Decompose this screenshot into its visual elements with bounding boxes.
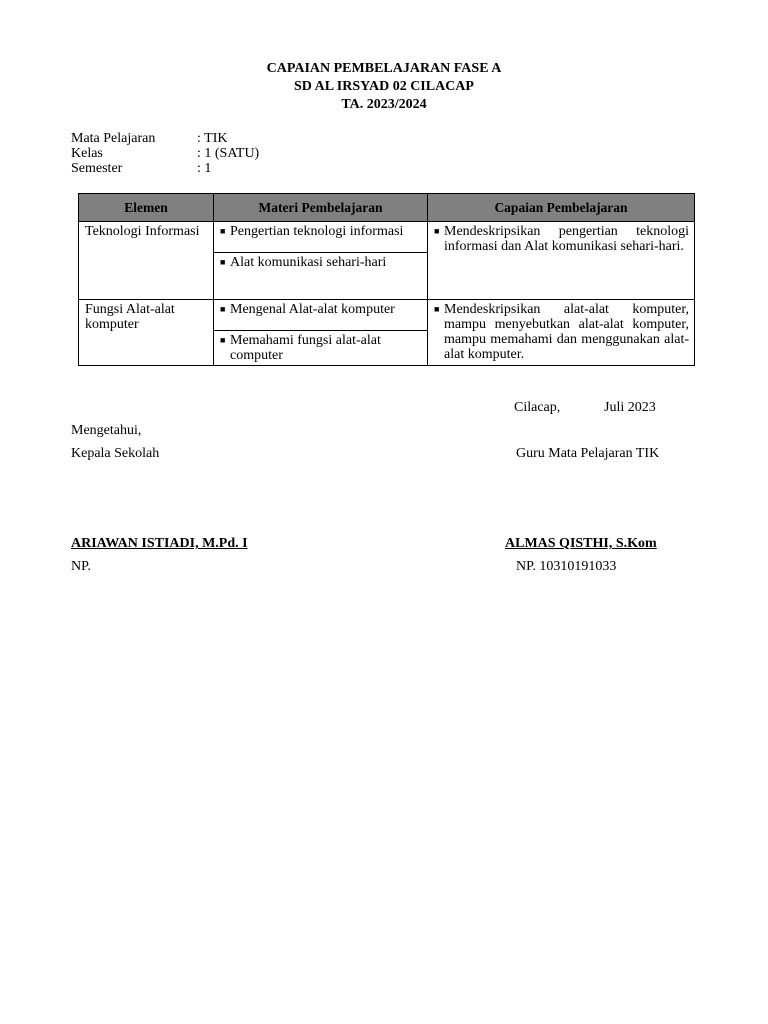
bullet-icon: ■ bbox=[434, 226, 440, 236]
principal-name: ARIAWAN ISTIADI, M.Pd. I bbox=[71, 536, 248, 551]
materi-text: Mengenal Alat-alat komputer bbox=[230, 302, 395, 317]
bullet-icon: ■ bbox=[220, 226, 226, 236]
class-label: Kelas bbox=[71, 146, 103, 161]
materi-cell bbox=[214, 222, 428, 300]
principal-role: Kepala Sekolah bbox=[71, 446, 160, 461]
materi-text: Pengertian teknologi informasi bbox=[230, 224, 404, 239]
table-row bbox=[79, 300, 695, 366]
academic-year: TA. 2023/2024 bbox=[341, 97, 427, 112]
acknowledge-label: Mengetahui, bbox=[71, 423, 142, 438]
learning-outcomes-table bbox=[78, 193, 695, 366]
document-header bbox=[0, 60, 768, 114]
elemen-text: Teknologi Informasi bbox=[85, 224, 200, 239]
semester-label: Semester bbox=[71, 161, 123, 176]
school-name: SD AL IRSYAD 02 CILACAP bbox=[294, 79, 474, 94]
teacher-role: Guru Mata Pelajaran TIK bbox=[516, 446, 660, 461]
signature-date: Juli 2023 bbox=[604, 400, 656, 415]
capaian-item bbox=[428, 300, 694, 364]
signature-place: Cilacap, bbox=[514, 400, 561, 415]
header-capaian: Capaian Pembelajaran bbox=[428, 194, 695, 222]
class-row bbox=[71, 146, 259, 161]
capaian-text: Mendeskripsikan alat-alat komputer, mampu menyebutkan alat-alat komputer, mampu memahami dan menggunakan alat-alat komputer. bbox=[444, 302, 689, 362]
table-row bbox=[79, 222, 695, 300]
header-materi: Materi Pembelajaran bbox=[214, 194, 428, 222]
bullet-icon: ■ bbox=[220, 335, 226, 345]
materi-item bbox=[214, 300, 427, 331]
elemen-cell bbox=[79, 222, 214, 300]
capaian-cell bbox=[428, 300, 695, 366]
semester-value: : 1 bbox=[197, 161, 211, 176]
materi-cell bbox=[214, 300, 428, 366]
teacher-np: NP. 10310191033 bbox=[516, 559, 617, 574]
subject-info bbox=[71, 131, 259, 176]
elemen-cell bbox=[79, 300, 214, 366]
materi-item bbox=[214, 331, 427, 365]
principal-np: NP. bbox=[71, 559, 91, 574]
table-header-row bbox=[79, 194, 695, 222]
bullet-icon: ■ bbox=[220, 304, 226, 314]
subject-value: : TIK bbox=[197, 131, 227, 146]
elemen-text: Fungsi Alat-alat komputer bbox=[85, 302, 175, 332]
materi-item bbox=[214, 222, 427, 253]
semester-row bbox=[71, 161, 259, 176]
subject-row bbox=[71, 131, 259, 146]
header-elemen: Elemen bbox=[79, 194, 214, 222]
document-title: CAPAIAN PEMBELAJARAN FASE A bbox=[266, 61, 502, 76]
subject-label: Mata Pelajaran bbox=[71, 131, 156, 146]
materi-item bbox=[214, 253, 427, 299]
materi-text: Alat komunikasi sehari-hari bbox=[230, 255, 387, 270]
class-value: : 1 (SATU) bbox=[197, 146, 259, 161]
bullet-icon: ■ bbox=[434, 304, 440, 314]
materi-text: Memahami fungsi alat-alat computer bbox=[230, 333, 381, 363]
capaian-item bbox=[428, 222, 694, 256]
capaian-cell bbox=[428, 222, 695, 300]
capaian-text: Mendeskripsikan pengertian teknologi informasi dan Alat komunikasi sehari-hari. bbox=[444, 224, 689, 254]
teacher-name: ALMAS QISTHI, S.Kom bbox=[505, 536, 657, 551]
bullet-icon: ■ bbox=[220, 257, 226, 267]
